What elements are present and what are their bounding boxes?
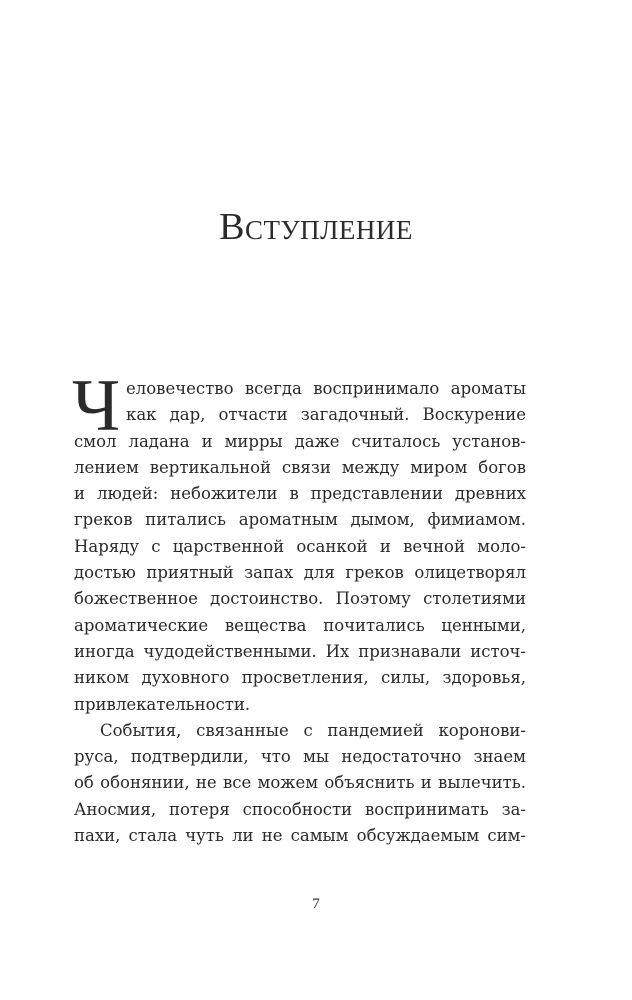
text-line: пахи, стала чуть ли не самым обсуждаемым сим- [74, 826, 526, 846]
text-line: руса, подтвердили, что мы недостаточно знаем [74, 747, 526, 767]
text-line: лением вертикальной связи между миром богов [74, 457, 526, 477]
text-line: греков питались ароматным дымом, фимиамом. [74, 510, 526, 530]
text-line: ароматические вещества почитались ценными, [74, 615, 526, 635]
text-line: ником духовного просветления, силы, здоровья, [74, 668, 526, 688]
page-number: 7 [312, 896, 320, 912]
drop-cap: Ч [72, 365, 121, 447]
text-line: События, связанные с пандемией коронови- [100, 720, 526, 740]
text-line: и людей: небожители в представлении древних [74, 484, 526, 504]
text-line: божественное достоинство. Поэтому столетиями [74, 589, 526, 609]
text-line: достью приятный запах для греков олицетворял [74, 563, 526, 583]
text-line: привлекательности. [74, 694, 251, 714]
text-line: иногда чудодейственными. Их признавали источ- [74, 641, 526, 661]
text-line: еловечество всегда воспринимало ароматы [126, 379, 526, 398]
text-line: как дар, отчасти загадочный. Воскурение [126, 405, 526, 425]
text-line: Аносмия, потеря способности воспринимать за- [74, 799, 526, 819]
chapter-title: Вступление [219, 206, 413, 248]
text-line: смол ладана и мирры даже считалось установ- [74, 431, 526, 451]
text-line: об обонянии, не все можем объяснить и вылечить. [74, 773, 526, 793]
body-text [72, 365, 526, 849]
text-line: Наряду с царственной осанкой и вечной моло- [74, 536, 526, 556]
